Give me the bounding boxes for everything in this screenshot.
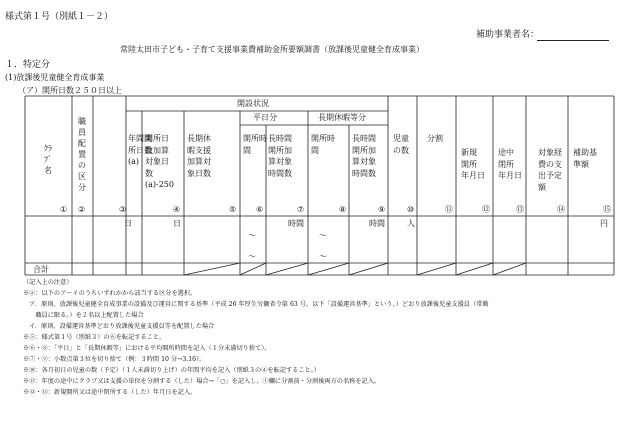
note-line: ※②：以下のア～イのうちいずれかから該当する区分を選択。	[23, 290, 197, 297]
group-open-status: 開設状況	[237, 99, 269, 108]
col-number: ⑭	[557, 205, 565, 214]
note-line: ※⑤：様式第１号（別紙３）の⑥を転記すること。	[23, 334, 166, 341]
col-annual-open-days: 年間開 所日数 (a)	[128, 134, 152, 166]
tilde: ～	[248, 252, 256, 261]
col-number: ⑫	[482, 205, 490, 214]
col-open-days-bonus: 開所日 数加算 対象日 数 (a)-250	[145, 134, 174, 189]
col-planned-expense: 対象経 費の支 出予定 額	[538, 148, 562, 192]
note-line: ※⑩：各月初日の児童の数（予定）（１人未満切り上げ）の年間平均を記入（別紙３の④を転記すること。）	[23, 367, 320, 374]
note-line: ※⑫・⑬：新規開所又は途中閉所する（した）年月日を記入。	[23, 389, 197, 396]
col-weekday-open-hours: 開所時 間	[243, 134, 267, 155]
col-club-name: ｸﾗﾌﾞ名	[44, 144, 52, 175]
col-holiday-extended-hours: 長時間 開所加 算対象 時間数	[352, 134, 376, 178]
unit-days: 日	[124, 219, 132, 228]
col-holiday-open-hours: 開所時 間	[311, 134, 335, 155]
col-number: ⑮	[603, 205, 611, 214]
col-new-open-date: 新規 開所 年月日	[461, 148, 485, 180]
col-number: ③	[119, 205, 127, 214]
col-long-holiday-bonus-days: 長期休 暇支援 加算対 象日数	[187, 134, 211, 178]
col-number: ②	[78, 205, 86, 214]
col-number: ⑬	[516, 205, 524, 214]
note-line: イ．原則、設備運営基準どおり放課後児童支援員等を配置した場合	[23, 323, 215, 330]
note-line: （記入上の注意）	[23, 279, 73, 286]
col-number: ⑤	[229, 205, 237, 214]
tilde: ～	[319, 231, 327, 240]
note-line: ア．原則、放課後児童健全育成事業の設備及び運営に関する基準（平成 26 年厚生労働省令第 63 号。以下「設備運営基準」という。）どおり放課後児童支援員（常勤	[23, 301, 489, 308]
col-number: ⑩	[407, 205, 415, 214]
col-split: 分割	[427, 134, 443, 143]
applicant-label: 補助事業者名：	[476, 30, 540, 40]
tilde: ～	[248, 231, 256, 240]
note-line: ※⑥・⑧：「平日」と「長期休暇等」における平均開所時間を記入（１分未満切り捨て）。	[23, 345, 271, 352]
unit-yen: 円	[600, 219, 608, 228]
group-weekday: 平日分	[253, 113, 277, 122]
col-number: ⑨	[378, 205, 386, 214]
note-line: ※⑦・⑨：小数点第３位を切り捨て（例：３時間 10 分→3.16）。	[23, 356, 206, 363]
col-staff-category: 職員配置の区分	[78, 117, 86, 192]
total-label: 合計	[33, 265, 49, 274]
col-closing-date: 途中 閉所 年月日	[498, 148, 522, 180]
section-heading: １．特定分	[5, 60, 51, 70]
col-number: ⑥	[256, 205, 264, 214]
col-subsidy-standard: 補助基 準額	[573, 148, 597, 169]
unit-persons: 人	[407, 219, 415, 228]
col-number: ⑦	[297, 205, 305, 214]
group-long-holiday: 長期休暇等分	[318, 113, 366, 122]
col-number: ①	[60, 205, 68, 214]
col-children-count: 児童 の数	[393, 134, 409, 155]
col-number: ⑧	[339, 205, 347, 214]
unit-days: 日	[173, 219, 181, 228]
unit-hours: 時間	[369, 219, 385, 228]
unit-hours: 時間	[288, 219, 304, 228]
subsubsection-heading: （ア）開所日数２５０日以上	[18, 86, 122, 95]
form-number: 様式第１号（別紙１－２）	[5, 12, 114, 22]
subsection-heading: (1)放課後児童健全育成事業	[5, 73, 105, 82]
col-number: ⑪	[445, 205, 453, 214]
page-title: 常陸太田市子ども・子育て支援事業費補助金所要額調書（放課後児童健全育成事業）	[120, 45, 424, 54]
col-weekday-extended-hours: 長時間 開所加 算対象 時間数	[268, 134, 292, 178]
note-line: 職員に限る。）を２名以上配置した場合	[23, 312, 144, 319]
col-number: ④	[173, 205, 181, 214]
tilde: ～	[319, 252, 327, 261]
note-line: ※⑪：年度の途中にクラブ又は支援の単位を分割する（した）場合→「○」を記入し、①欄に分割前・分割後両方の名称を記入。	[23, 378, 381, 385]
